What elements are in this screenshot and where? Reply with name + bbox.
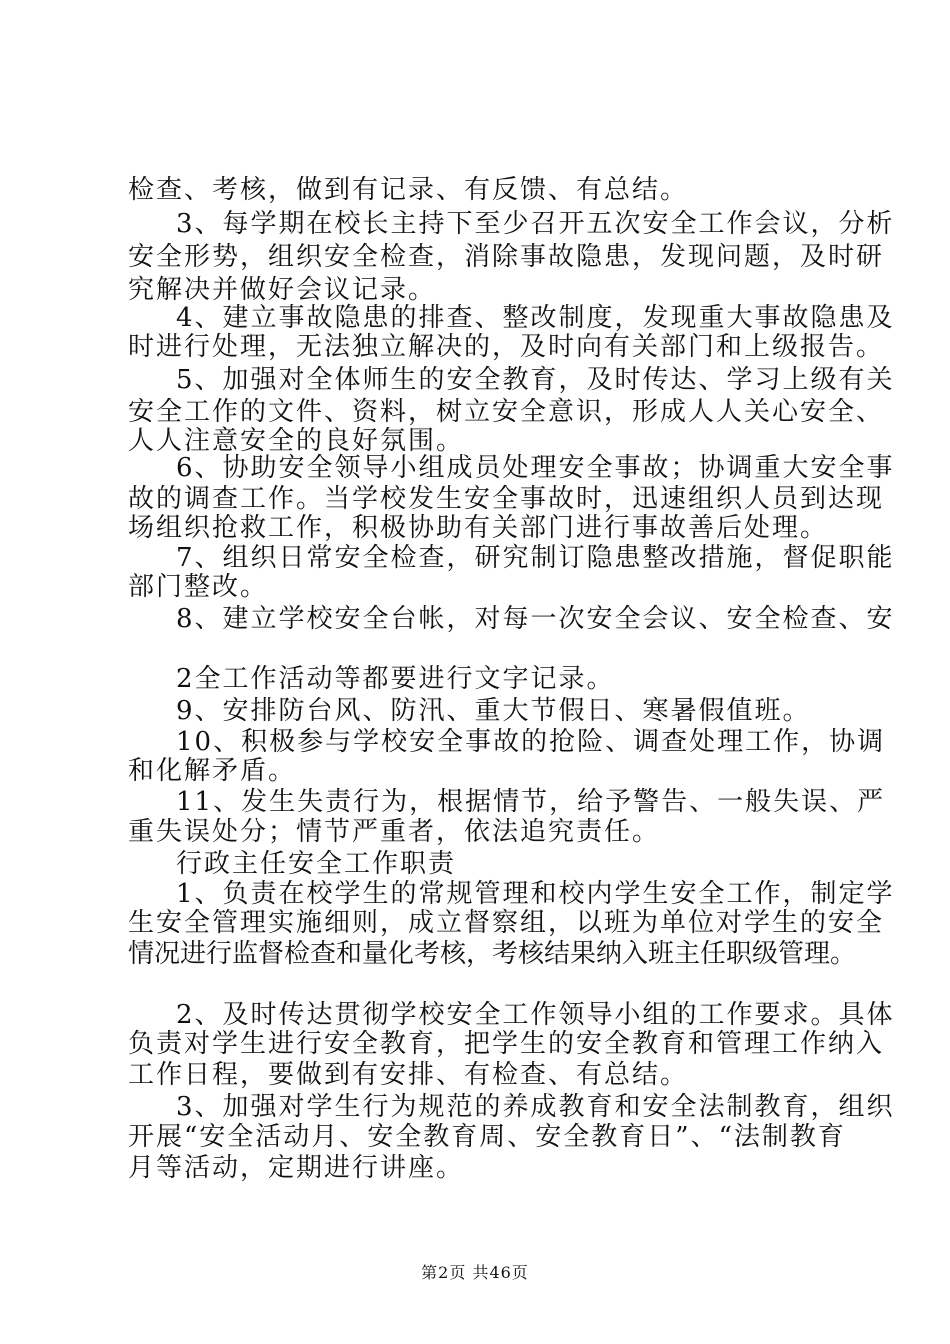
text-line: 情况进行监督检查和量化考核，考核结果纳入班主任职级管理。 [128, 939, 857, 969]
text-line: 负责对学生进行安全教育，把学生的安全教育和管理工作纳入 [128, 1029, 885, 1059]
text-line: 6、协助安全领导小组成员处理安全事故；协调重大安全事 [176, 453, 895, 483]
text-line: 3、加强对学生行为规范的养成教育和安全法制教育，组织 [176, 1092, 895, 1122]
text-line: 重失误处分；情节严重者，依法追究责任。 [128, 817, 661, 847]
text-line: 生安全管理实施细则，成立督察组，以班为单位对学生的安全 [128, 908, 885, 938]
text-line: 究解决并做好会议记录。 [128, 275, 437, 305]
text-line: 3、每学期在校长主持下至少召开五次安全工作会议，分析 [176, 209, 895, 239]
text-line: 安全形势，组织安全检查，消除事故隐患，发现问题，及时研 [128, 242, 885, 272]
text-line: 5、加强对全体师生的安全教育，及时传达、学习上级有关 [176, 365, 895, 395]
text-line: 部门整改。 [128, 572, 269, 602]
page-number-footer: 第2页 共46页 [421, 1263, 529, 1282]
text-line: 场组织抢救工作，积极协助有关部门进行事故善后处理。 [128, 513, 829, 543]
text-line: 开展“安全活动月、安全教育周、安全教育日”、“法制教育 [128, 1122, 846, 1152]
text-line: 月等活动，定期进行讲座。 [128, 1153, 465, 1183]
text-line: 安全工作的文件、资料，树立安全意识，形成人人关心安全、 [128, 397, 885, 427]
text-line: 故的调查工作。当学校发生安全事故时，迅速组织人员到达现 [128, 484, 885, 514]
text-line: 2、及时传达贯彻学校安全工作领导小组的工作要求。具体 [176, 1000, 895, 1030]
text-line: 4、建立事故隐患的排查、整改制度，发现重大事故隐患及 [176, 303, 895, 333]
text-line: 和化解矛盾。 [128, 756, 297, 786]
text-line: 7、组织日常安全检查，研究制订隐患整改措施，督促职能 [176, 543, 895, 573]
text-line: 2全工作活动等都要进行文字记录。 [176, 664, 615, 694]
text-line: 10、积极参与学校安全事故的抢险、调查处理工作，协调 [176, 727, 886, 757]
text-line: 检查、考核，做到有记录、有反馈、有总结。 [128, 175, 689, 205]
text-line: 人人注意安全的良好氛围。 [128, 426, 465, 456]
text-line: 11、发生失责行为，根据情节，给予警告、一般失误、严 [176, 787, 886, 817]
text-line: 8、建立学校安全台帐，对每一次安全会议、安全检查、安 [176, 604, 895, 634]
section-heading: 行政主任安全工作职责 [176, 849, 457, 879]
text-line: 9、安排防台风、防汛、重大节假日、寒暑假值班。 [176, 696, 811, 726]
text-line: 1、负责在校学生的常规管理和校内学生安全工作，制定学 [176, 879, 895, 909]
text-line: 时进行处理，无法独立解决的，及时向有关部门和上级报告。 [128, 332, 885, 362]
text-line: 工作日程，要做到有安排、有检查、有总结。 [128, 1060, 689, 1090]
